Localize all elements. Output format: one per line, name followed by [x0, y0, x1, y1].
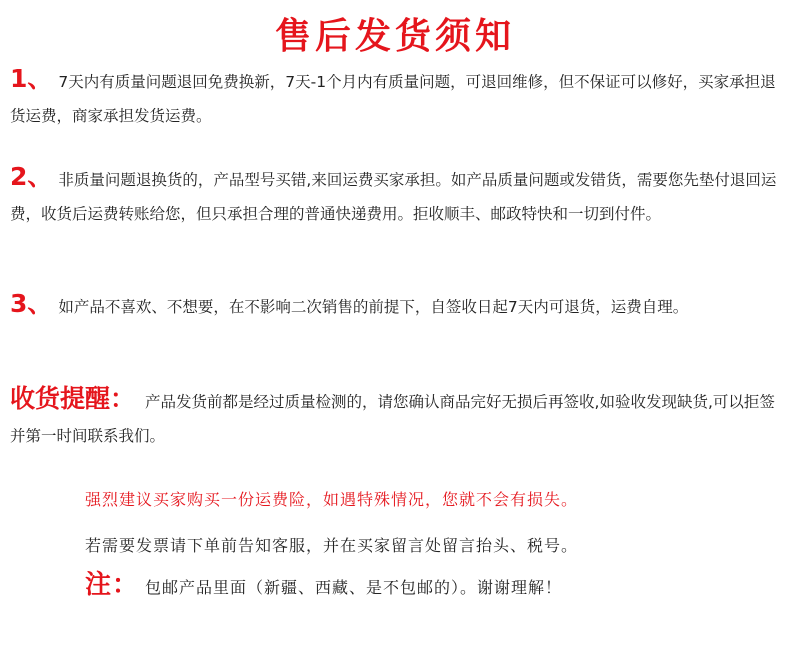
item-text: 如产品不喜欢、不想要，在不影响二次销售的前提下，自签收日起7天内可退货，运费自理。: [58, 298, 689, 316]
reminder-label: 收货提醒：: [10, 384, 136, 413]
page-title: 售后发货须知: [274, 16, 515, 57]
note-text: 包邮产品里面（新疆、西藏、是不包邮的）。谢谢理解！: [145, 578, 563, 597]
reminder-text: 产品发货前都是经过质量检测的，请您确认商品完好无损后再签收,如验收发现缺货,可以拒签并第一时间联系我们。: [10, 393, 775, 445]
item-number: 1、: [10, 64, 53, 93]
insurance-notice: 强烈建议买家购买一份运费险，如遇特殊情况，您就不会有损失。: [85, 490, 579, 509]
receiving-reminder: [10, 382, 782, 453]
invoice-notice: 若需要发票请下单前告知客服，并在买家留言处留言抬头、税号。: [85, 536, 579, 555]
policy-item-1: [10, 62, 782, 133]
item-text: 7天内有质量问题退回免费换新，7天-1个月内有质量问题，可退回维修，但不保证可以修好，买家承担退货运费，商家承担发货运费。: [10, 73, 776, 125]
shipping-note: [85, 570, 775, 603]
policy-item-2: [10, 160, 782, 231]
item-number: 3、: [10, 289, 53, 318]
policy-item-3: [10, 287, 782, 324]
note-label: 注：: [85, 570, 140, 600]
item-number: 2、: [10, 162, 53, 191]
item-text: 非质量问题退换货的，产品型号买错,来回运费买家承担。如产品质量问题或发错货，需要您先垫付退回运费，收货后运费转账给您，但只承担合理的普通快递费用。拒收顺丰、邮政特快和一切到付件。: [10, 171, 777, 223]
